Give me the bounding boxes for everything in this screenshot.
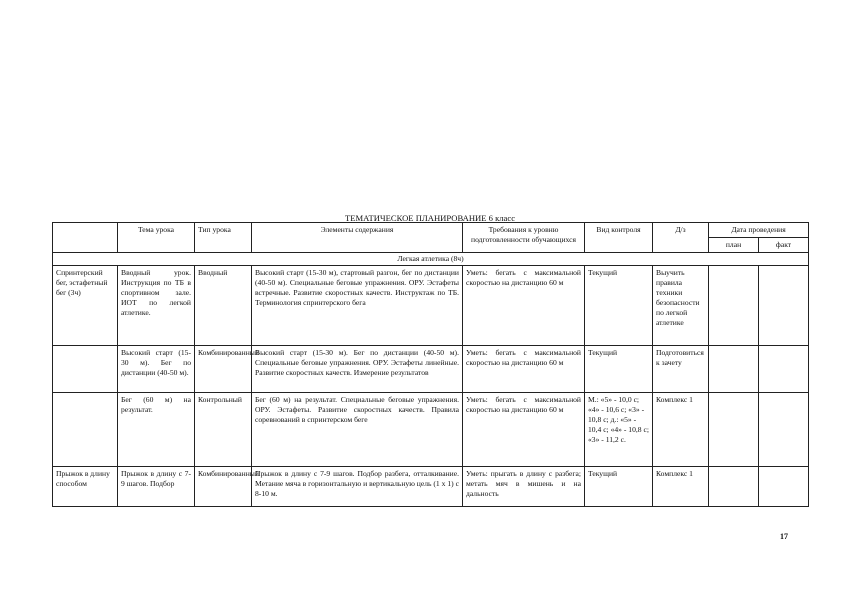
table-row [53,467,809,507]
section-row [53,253,809,266]
table-row [53,393,809,467]
cell-homework: Выучить правила техники безопасности по легкой атлетике [653,266,709,346]
cell-section: Прыжок в длину способом [53,467,118,507]
cell-requirements: Уметь: бегать с максимальной скоростью на дистанцию 60 м [463,266,585,346]
cell-type: Комбинированный [195,346,252,393]
cell-homework: Комплекс 1 [653,467,709,507]
cell-requirements: Уметь: прыгать в длину с разбега; метать мяч в мишень и на дальность [463,467,585,507]
header-date: Дата проведения [709,223,809,238]
cell-section [53,393,118,467]
cell-requirements: Уметь: бегать с максимальной скоростью на дистанцию 60 м [463,346,585,393]
header-control: Вид контроля [585,223,653,253]
cell-plan [709,393,759,467]
cell-topic: Вводный урок. Инструкция по ТБ в спортивном зале. ИОТ по легкой атлетике. [118,266,195,346]
cell-elements: Высокий старт (15-30 м). Бег по дистанции (40-50 м). Специальные беговые упражнения. ОРУ. Эстафеты линейные. Развитие скоростных качеств. Измерение результатов [252,346,463,393]
cell-requirements: Уметь: бегать с максимальной скоростью на дистанцию 60 м [463,393,585,467]
page-number: 17 [780,532,788,541]
planning-table [52,222,809,507]
cell-fact [759,266,809,346]
cell-fact [759,467,809,507]
cell-type: Вводный [195,266,252,346]
cell-elements: Бег (60 м) на результат. Специальные беговые упражнения. ОРУ. Эстафеты. Развитие скоростных качеств. Правила соревнований в спринтерском беге [252,393,463,467]
cell-topic: Высокий старт (15-30 м). Бег по дистанции (40-50 м). [118,346,195,393]
cell-type: Контрольный [195,393,252,467]
header-homework: Д/з [653,223,709,253]
cell-control: Текущий [585,266,653,346]
cell-section: Спринтерский бег, эстафетный бег (3ч) [53,266,118,346]
table-row [53,346,809,393]
section-title: Легкая атлетика (8ч) [53,253,809,266]
cell-plan [709,467,759,507]
cell-topic: Прыжок в длину с 7-9 шагов. Подбор [118,467,195,507]
header-elements: Элементы содержания [252,223,463,253]
cell-topic: Бег (60 м) на результат. [118,393,195,467]
table-row [53,266,809,346]
header-date-fact: факт [759,238,809,253]
cell-section [53,346,118,393]
header-requirements: Требования к уровню подготовленности обучающихся [463,223,585,253]
cell-plan [709,346,759,393]
cell-elements: Прыжок в длину с 7-9 шагов. Подбор разбега, отталкивание. Метание мяча в горизонтальную и вертикальную цель (1 х 1) с 8-10 м. [252,467,463,507]
header-topic: Тема урока [118,223,195,253]
header-section [53,223,118,253]
cell-homework: Подготовиться к зачету [653,346,709,393]
cell-fact [759,393,809,467]
cell-plan [709,266,759,346]
cell-type: Комбинированный [195,467,252,507]
document-title: ТЕМАТИЧЕСКОЕ ПЛАНИРОВАНИЕ 6 класс [344,213,516,223]
cell-fact [759,346,809,393]
cell-control: Текущий [585,467,653,507]
header-type: Тип урока [195,223,252,253]
cell-homework: Комплекс 1 [653,393,709,467]
cell-control: Текущий [585,346,653,393]
cell-control: М.: «5» - 10,0 с; «4» - 10,6 с; «3» - 10,8 с; д.: «5» - 10,4 с; «4» - 10,8 с; «3» - 11,2 с. [585,393,653,467]
cell-elements: Высокий старт (15-30 м), стартовый разгон, бег по дистанции (40-50 м). Специальные беговые упражнения. ОРУ. Эстафеты встречные. Развитие скоростных качеств. Инструктаж по ТБ. Терминология спринтерского бега [252,266,463,346]
header-date-plan: план [709,238,759,253]
